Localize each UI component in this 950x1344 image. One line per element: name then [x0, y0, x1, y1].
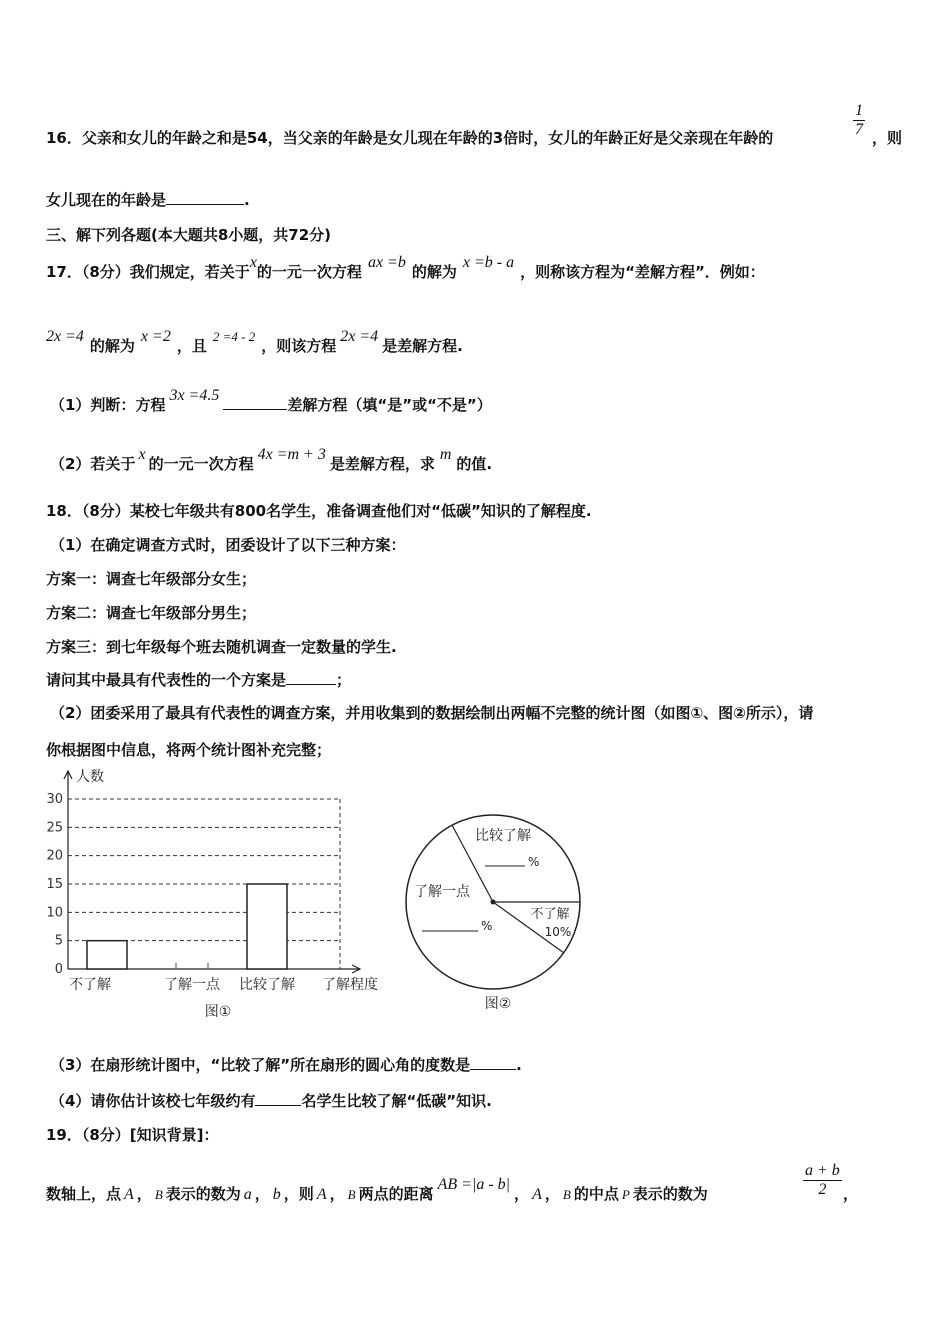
chart-title: 图② — [484, 996, 512, 1012]
x-axis-label: 了解程度 — [322, 977, 378, 993]
q17-line2: 2x =4的解为x =2，且2 =4 - 2，则该方程2x =4是差解方程. — [46, 328, 463, 355]
category-label: 不了解 — [69, 977, 111, 993]
bar — [87, 941, 127, 969]
y-tick-label: 20 — [46, 848, 63, 864]
equation: x =2 — [140, 328, 171, 345]
var-m: m — [439, 446, 452, 463]
q18-option3: 方案三：到七年级每个班去随机调查一定数量的学生. — [46, 638, 397, 656]
chart-title: 图① — [204, 1004, 232, 1020]
y-tick-label: 0 — [54, 962, 63, 977]
equation: 2x =4 — [340, 328, 379, 345]
slice-label: 比较了解 — [475, 828, 531, 844]
q18-option2: 方案二：调查七年级部分男生； — [46, 604, 257, 622]
q16-line2: 女儿现在的年龄是 . — [46, 191, 250, 209]
point-B: B — [562, 1187, 571, 1202]
var-x: x — [249, 254, 257, 271]
q19-line2: 数轴上，点 A ， B 表示的数为 a ， b ，则 A ， B 两点的距离AB =|a - b|， A ， B 的中点 P 表示的数为 — [46, 1176, 708, 1203]
y-axis-label: 人数 — [76, 769, 104, 785]
q16-line1 — [46, 128, 773, 148]
q16-fraction: $\frac{1}{7}$ — [855, 102, 863, 138]
y-tick-label: 15 — [46, 877, 63, 892]
q18-option1: 方案一：调查七年级部分女生； — [46, 570, 257, 588]
y-tick-label: 5 — [54, 933, 63, 949]
equation: x =b - a — [462, 254, 515, 271]
bar — [247, 884, 287, 969]
q16-text: 16．父亲和女儿的年龄之和是54，当父亲的年龄是女儿现在年龄的3倍时，女儿的年龄正好是父亲现在年龄的 — [46, 129, 774, 147]
q18-line2: （1）在确定调查方式时，团委设计了以下三种方案： — [50, 536, 406, 554]
q16-text-end: ，则 — [872, 129, 903, 147]
q17-part2: （2）若关于x的一元一次方程4x =m + 3是差解方程，求m的值. — [50, 446, 493, 473]
equation: 3x =4.5 — [169, 387, 220, 404]
slice-value: 10% — [544, 925, 572, 939]
y-tick-label: 10 — [46, 905, 63, 921]
var-x: x — [138, 446, 146, 463]
slice-label: 不了解 — [530, 907, 570, 922]
q18-part4: （4）请你估计该校七年级约有 名学生比较了解“低碳”知识. — [50, 1092, 492, 1110]
equation: ax =b — [367, 254, 406, 271]
answer-blank[interactable] — [223, 395, 287, 410]
q19-line2-end: ， — [843, 1185, 859, 1203]
q18-line1: 18．（8分）某校七年级共有800名学生，准备调查他们对“低碳”知识的了解程度. — [46, 502, 592, 520]
y-tick-label: 30 — [46, 792, 63, 807]
section-title: 三、解下列各题(本大题共8小题，共72分) — [46, 226, 332, 244]
y-tick-label: 25 — [46, 820, 63, 836]
equation: 4x =m + 3 — [257, 446, 326, 463]
midpoint-fraction: $\frac{a + b}{2}$ — [805, 1162, 840, 1198]
point-A: A — [532, 1186, 542, 1203]
slice-label: 了解一点 — [414, 884, 470, 900]
q19-line1: 19．（8分）[知识背景]： — [46, 1126, 219, 1144]
category-label: 了解一点 — [164, 977, 220, 993]
slice-value: % — [481, 919, 493, 933]
answer-blank[interactable] — [166, 190, 244, 205]
point-A: A — [316, 1186, 327, 1203]
category-label: 比较了解 — [239, 977, 295, 993]
q17-part1: （1）判断：方程3x =4.5差解方程（填“是”或“不是”） — [50, 387, 492, 414]
slice-value: % — [528, 855, 540, 869]
equation: 2 =4 - 2 — [212, 329, 256, 344]
q18-part3: （3）在扇形统计图中，“比较了解”所在扇形的圆心角的度数是 . — [50, 1056, 522, 1074]
answer-blank[interactable] — [255, 1091, 301, 1106]
point-A: A — [124, 1186, 134, 1203]
answer-blank[interactable] — [470, 1055, 516, 1070]
point-P: P — [621, 1187, 630, 1202]
var-b: b — [272, 1186, 281, 1203]
q18-part2-line1: （2）团委采用了最具有代表性的调查方案，并用收集到的数据绘制出两幅不完整的统计图（如图①、图②所示），请 — [50, 704, 814, 722]
point-B: B — [154, 1187, 163, 1202]
var-a: a — [243, 1186, 252, 1203]
q18-ask: 请问其中最具有代表性的一个方案是 ； — [46, 671, 352, 689]
distance-formula: AB =|a - b| — [437, 1176, 511, 1193]
equation: 2x =4 — [46, 328, 84, 345]
answer-blank[interactable] — [286, 670, 336, 685]
bar-chart — [40, 762, 400, 1027]
point-B: B — [347, 1187, 356, 1202]
pie-chart — [398, 770, 588, 1025]
q17-line1: 17．（8分）我们规定，若关于x的一元一次方程ax =b的解为x =b - a，则称该方程为“差解方程”．例如： — [46, 254, 765, 281]
q18-part2-line2: 你根据图中信息，将两个统计图补充完整； — [46, 741, 332, 759]
